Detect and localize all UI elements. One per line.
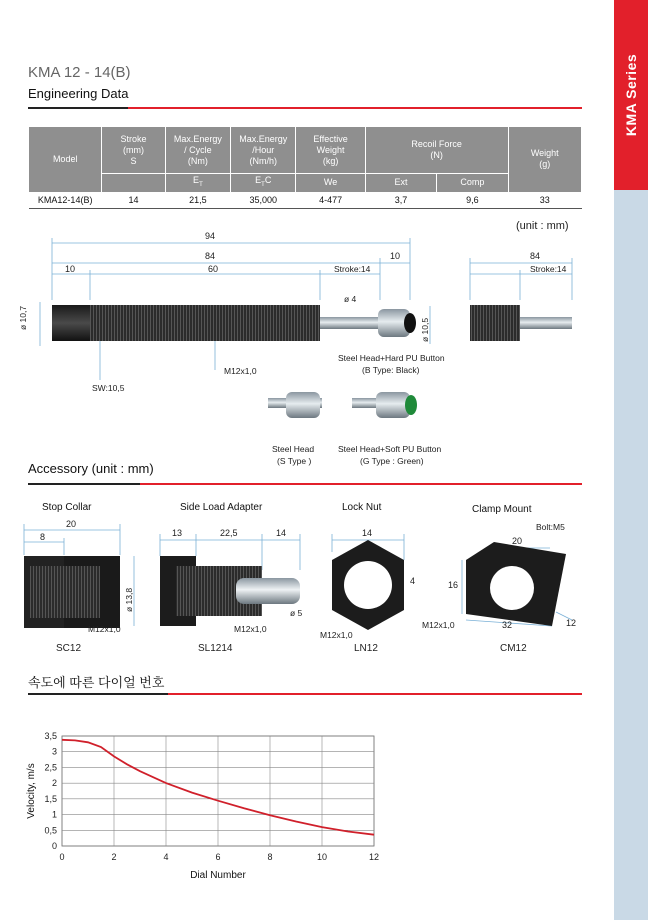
x-tick-label: 4 [163,852,169,862]
y-tick-label: 3,5 [44,731,57,741]
cm-dim-32: 32 [502,620,513,630]
dim-stroke-14: Stroke:14 [334,264,371,274]
dim-94: 94 [205,231,216,241]
sla-dim-13: 13 [172,528,183,538]
y-tick-label: 0,5 [44,825,57,836]
x-tick-label: 2 [111,852,117,862]
sla-thread-label: M12x1,0 [234,624,267,634]
th-energy-hour: Max.Energy /Hour (Nm/h) [231,127,296,174]
ln-code: LN12 [354,643,378,654]
cell-hour: 35,000 [231,192,296,208]
sla-dim-22-5: 22,5 [220,528,238,538]
g-type-sub: (G Type : Green) [360,456,424,466]
cell-stroke: 14 [102,192,165,208]
sla-code: SL1214 [198,643,233,654]
th-energy-cycle: Max.Energy / Cycle (Nm) [165,127,230,174]
cell-comp: 9,6 [437,192,508,208]
cell-model: KMA12-14(B) [29,192,102,208]
sla-dim-14: 14 [276,528,287,538]
x-tick-label: 6 [215,852,221,862]
accessory-heading: Accessory (unit : mm) [28,461,154,476]
dim-84: 84 [205,251,216,261]
cell-ext: 3,7 [365,192,436,208]
th-eff-sym: We [296,174,365,193]
sidebar-title: KMA Series [623,53,640,137]
x-axis-label: Dial Number [190,870,246,881]
side-load-title: Side Load Adapter [180,502,263,513]
sc-code: SC12 [56,643,82,654]
x-tick-label: 8 [267,852,273,862]
unit-label: (unit : mm) [516,220,569,232]
dim-stroke-14-short: Stroke:14 [530,264,567,274]
sc-dim-20: 20 [66,519,77,529]
dim-84-short: 84 [530,251,541,261]
cm-thread: M12x1,0 [422,620,455,630]
dim-10-right: 10 [390,251,401,261]
th-recoil-force: Recoil Force (N) [365,127,508,174]
cell-weight: 33 [508,192,581,208]
g-type-label: Steel Head+Soft PU Button [338,444,442,454]
stop-collar-title: Stop Collar [42,502,92,513]
s-type-label: Steel Head [272,444,315,454]
th-stroke: Stroke (mm) S [102,127,165,174]
y-tick-label: 2 [51,778,57,789]
velocity-chart [0,700,614,910]
dim-60: 60 [208,264,219,274]
sla-pin [236,578,300,604]
sc-dim-8: 8 [40,532,46,542]
velocity-heading: 속도에 따른 다이얼 번호 [28,675,165,690]
th-ext: Ext [365,174,436,193]
cm-code: CM12 [500,643,527,654]
cm-dim-20: 20 [512,536,523,546]
clamp-hole [490,566,534,610]
th-effective-weight: Effective Weight (kg) [296,127,365,174]
th-comp: Comp [437,174,508,193]
x-tick-label: 12 [368,852,380,862]
y-tick-label: 0 [51,841,57,851]
th-energy-sym: $E_T$ [165,174,230,193]
th-hour-sym: $E_TC$ [231,174,296,193]
th-weight: Weight (g) [508,127,581,193]
engineering-data-heading: Engineering Data [28,86,129,101]
label-thread: M12x1,0 [224,366,257,376]
y-tick-label: 2,5 [44,762,57,773]
y-tick-label: 1 [51,809,57,820]
lock-nut-hole [344,561,392,609]
stop-collar-thread [30,566,100,618]
cm-dim-12: 12 [566,618,577,628]
x-tick-label: 0 [59,852,65,862]
cell-energy: 21,5 [165,192,230,208]
s-type-sub: (S Type ) [277,456,312,466]
y-tick-label: 1,5 [44,793,57,804]
th-model: Model [29,127,102,193]
clamp-title: Clamp Mount [472,504,532,515]
y-axis-label: Velocity, m/s [26,763,37,819]
dim-phi4: ø 4 [344,294,357,304]
dim-10-left: 10 [65,264,76,274]
sc-thread: M12x1,0 [88,624,121,634]
y-tick-label: 3 [51,746,57,757]
ln-thread: M12x1,0 [320,630,353,640]
b-type-label: Steel Head+Hard PU Button [338,353,445,363]
dim-phi10-5: ø 10,5 [420,317,430,342]
cell-eff: 4-477 [296,192,365,208]
x-tick-label: 10 [316,852,328,862]
label-sw: SW:10,5 [92,383,125,393]
dim-phi10-7: ø 10,7 [18,305,28,330]
velocity-rule [28,693,582,695]
cm-dim-16: 16 [448,580,459,590]
ln-dim-4: 4 [410,576,416,586]
model-title: KMA 12 - 14(B) [28,64,131,81]
b-type-sub: (B Type: Black) [362,365,420,375]
lock-nut-title: Lock Nut [342,502,382,513]
sla-phi5: ø 5 [290,608,303,618]
ln-dim-14: 14 [362,528,373,538]
cm-bolt: Bolt:M5 [536,522,565,532]
sc-dim-13-8: ø 13,8 [124,587,134,612]
sidebar-title-wrap [614,0,648,190]
